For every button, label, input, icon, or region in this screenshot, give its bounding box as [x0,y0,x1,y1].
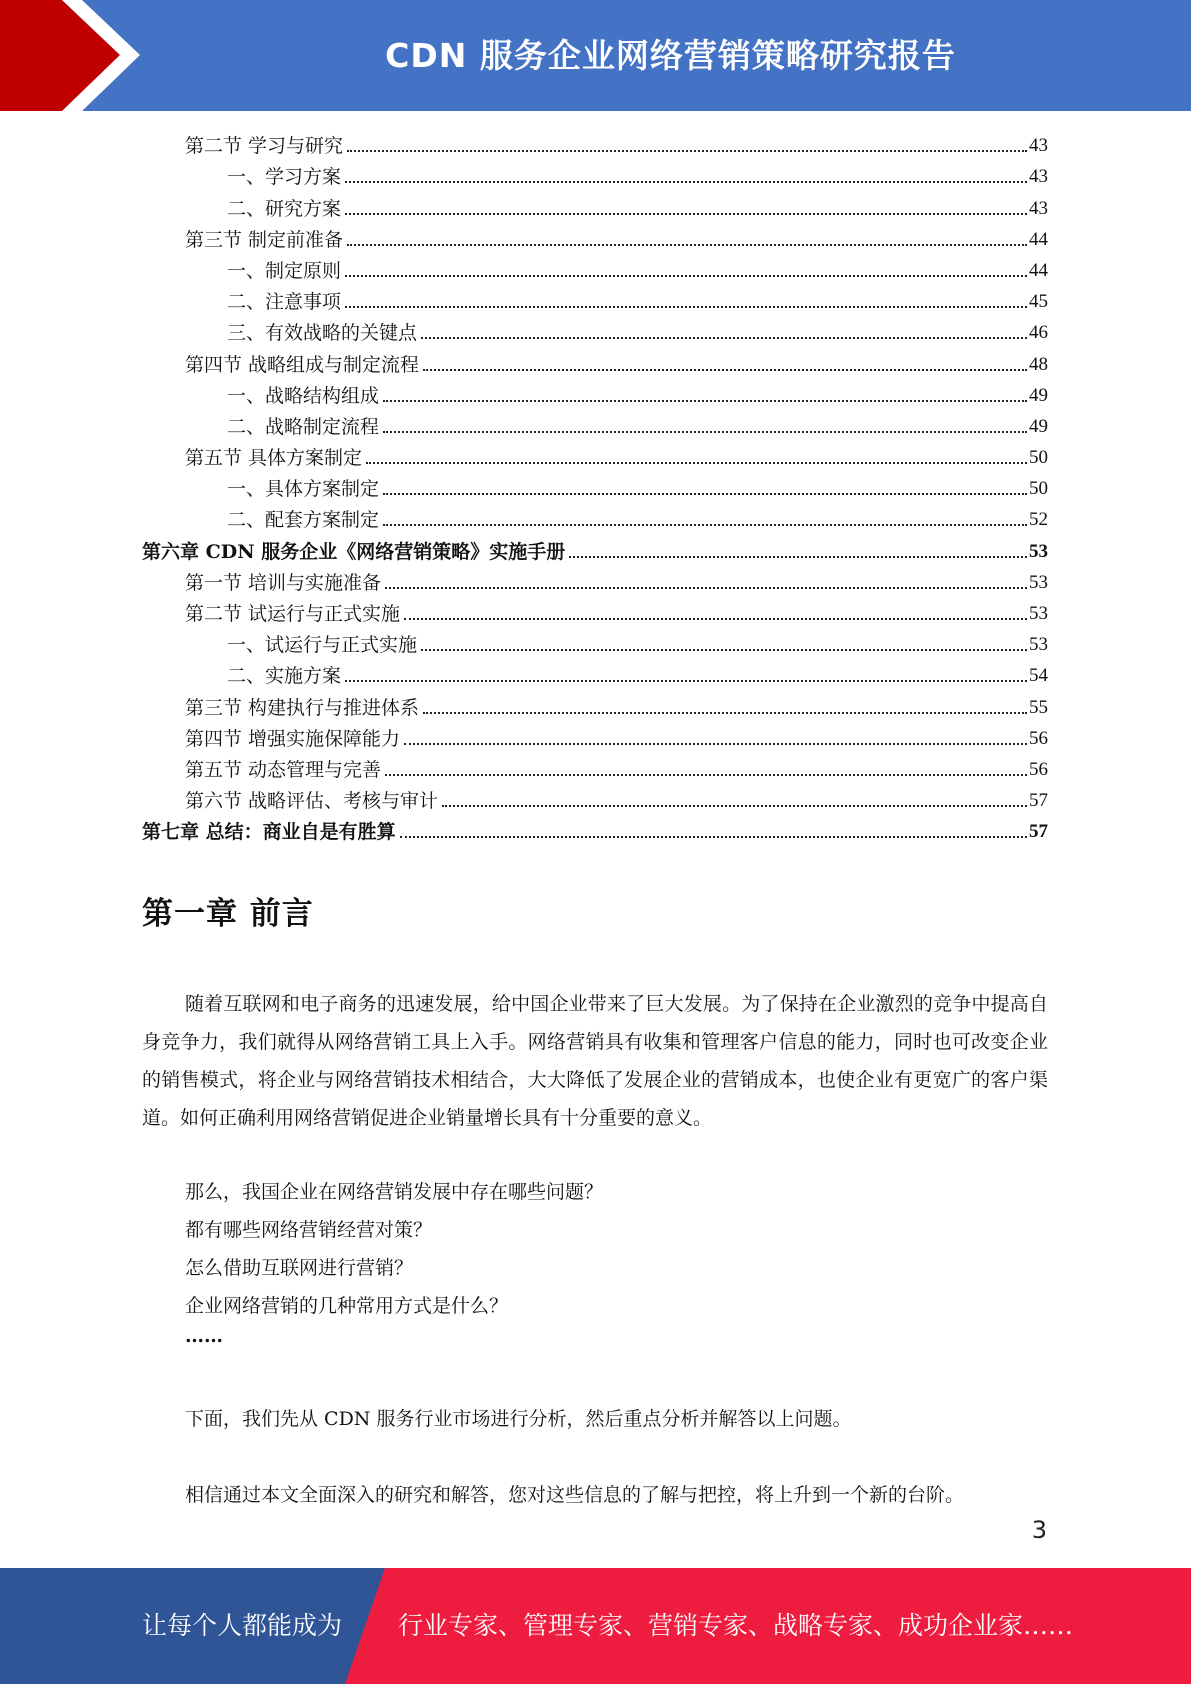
toc-entry-label: 第六节 战略评估、考核与审计 [185,790,439,813]
toc-dot-leader [442,805,1027,807]
toc-entry-label: 第五节 具体方案制定 [185,447,363,470]
toc-dot-leader [383,400,1027,402]
footer-slogan-right: 行业专家、管理专家、营销专家、战略专家、成功企业家…… [398,1611,1074,1640]
toc-subsection-entry[interactable] [142,284,1048,315]
toc-entry-page: 49 [1029,415,1048,437]
toc-dot-leader [347,150,1027,152]
toc-section-entry[interactable] [142,346,1048,377]
toc-entry-page: 49 [1029,384,1048,406]
toc-section-entry[interactable] [142,222,1048,253]
toc-dot-leader [421,649,1027,651]
toc-dot-leader [383,431,1027,433]
toc-section-entry[interactable] [142,721,1048,752]
toc-dot-leader [421,337,1027,339]
toc-subsection-entry[interactable] [142,378,1048,409]
toc-entry-page: 44 [1029,259,1048,281]
question-list [185,1173,603,1325]
toc-entry-label: 一、具体方案制定 [227,478,380,501]
toc-section-entry[interactable] [142,783,1048,814]
toc-section-entry[interactable] [142,752,1048,783]
toc-dot-leader [404,743,1027,745]
toc-section-entry[interactable] [142,128,1048,159]
toc-entry-label: 一、制定原则 [227,259,342,282]
toc-dot-leader [366,462,1027,464]
question-item: 那么，我国企业在网络营销发展中存在哪些问题？ [185,1181,604,1203]
toc-entry-page: 45 [1029,291,1048,313]
table-of-contents [142,128,1048,845]
toc-subsection-entry[interactable] [142,159,1048,190]
toc-dot-leader [345,680,1027,682]
toc-subsection-entry[interactable] [142,658,1048,689]
toc-entry-page: 52 [1029,509,1048,531]
chapter-heading: 第一章 前言 [142,896,314,932]
toc-entry-label: 一、试运行与正式实施 [227,634,418,657]
closing-paragraph: 相信通过本文全面深入的研究和解答，您对这些信息的了解与把控，将上升到一个新的台阶。 [185,1484,965,1506]
toc-dot-leader [569,556,1027,558]
toc-dot-leader [423,369,1027,371]
toc-entry-page: 46 [1029,322,1048,344]
toc-entry-page: 43 [1029,135,1048,157]
toc-entry-label: 二、战略制定流程 [227,415,380,438]
toc-entry-label: 第七章 总结：商业自是有胜算 [142,821,396,844]
footer-slogan-left: 让每个人都能成为 [142,1611,343,1640]
toc-dot-leader [385,587,1027,589]
toc-entry-page: 57 [1029,821,1048,843]
toc-entry-label: 三、有效战略的关键点 [227,322,418,345]
toc-section-entry[interactable] [142,596,1048,627]
toc-entry-label: 第二节 试运行与正式实施 [185,603,401,625]
question-item: 都有哪些网络营销经营对策？ [185,1219,433,1241]
toc-dot-leader [345,181,1027,183]
toc-entry-page: 43 [1029,166,1048,188]
toc-entry-label: 第四节 增强实施保障能力 [185,727,401,750]
toc-dot-leader [400,836,1027,838]
toc-entry-label: 第二节 学习与研究 [185,135,344,158]
toc-dot-leader [347,244,1027,246]
header-arrow-decoration [0,0,160,111]
page-number: 3 [1031,1516,1047,1544]
toc-entry-page: 57 [1029,790,1048,812]
toc-section-entry[interactable] [142,440,1048,471]
analysis-paragraph: 下面，我们先从 CDN 服务行业市场进行分析，然后重点分析并解答以上问题。 [185,1408,852,1430]
ellipsis: …… [185,1325,223,1347]
toc-entry-label: 一、战略结构组成 [227,384,380,407]
toc-dot-leader [404,618,1027,620]
toc-entry-label: 一、学习方案 [227,166,342,189]
toc-entry-label: 二、实施方案 [227,665,342,688]
toc-entry-page: 56 [1029,727,1048,749]
toc-entry-page: 48 [1029,353,1048,375]
toc-entry-label: 二、注意事项 [227,291,342,314]
toc-entry-page: 43 [1029,197,1048,219]
toc-dot-leader [345,275,1027,277]
toc-entry-label: 第六章 CDN 服务企业《网络营销策略》实施手册 [142,540,566,563]
question-item: 企业网络营销的几种常用方式是什么？ [185,1295,509,1317]
page-header [0,0,1191,111]
toc-entry-page: 53 [1029,634,1048,656]
toc-dot-leader [345,213,1027,215]
toc-entry-label: 第四节 战略组成与制定流程 [185,353,420,376]
toc-entry-page: 50 [1029,447,1048,469]
toc-entry-page: 53 [1029,571,1048,593]
toc-entry-page: 53 [1029,603,1048,624]
question-item: 怎么借助互联网进行营销？ [185,1257,414,1279]
toc-subsection-entry[interactable] [142,409,1048,440]
toc-entry-label: 二、配套方案制定 [227,509,380,532]
toc-dot-leader [345,306,1027,308]
toc-entry-label: 第三节 构建执行与推进体系 [185,696,420,719]
toc-entry-label: 二、研究方案 [227,197,342,220]
toc-entry-page: 54 [1029,665,1048,687]
toc-dot-leader [383,493,1027,495]
toc-dot-leader [383,524,1027,526]
header-title: CDN 服务企业网络营销策略研究报告 [385,36,956,75]
toc-subsection-entry[interactable] [142,627,1048,658]
toc-entry-page: 44 [1029,228,1048,250]
toc-subsection-entry[interactable] [142,502,1048,533]
toc-section-entry[interactable] [142,565,1048,596]
toc-chapter-entry[interactable] [142,814,1048,845]
toc-subsection-entry[interactable] [142,190,1048,221]
toc-entry-page: 55 [1029,696,1048,718]
toc-chapter-entry[interactable] [142,533,1048,564]
intro-paragraph: 随着互联网和电子商务的迅速发展，给中国企业带来了巨大发展。为了保持在企业激烈的竞争中提高自身竞争力，我们就得从网络营销工具上入手。网络营销具有收集和管理客户信息的能力，同时也可改变企业的销售模式，将企业与网络营销技术相结合，大大降低了发展企业的营销成本，也使企业有更宽广的客户渠道。如何正确利用网络营销促进企业销量增长具有十分重要的意义。 [142,993,1048,1129]
toc-subsection-entry[interactable] [142,471,1048,502]
toc-entry-label: 第五节 动态管理与完善 [185,758,382,781]
page-footer [0,1568,1191,1684]
toc-entry-page: 50 [1029,478,1048,500]
toc-subsection-entry[interactable] [142,253,1048,284]
toc-entry-page: 56 [1029,758,1048,780]
toc-entry-label: 第三节 制定前准备 [185,228,344,251]
toc-dot-leader [423,712,1027,714]
toc-entry-label: 第一节 培训与实施准备 [185,571,382,594]
toc-section-entry[interactable] [142,689,1048,720]
toc-subsection-entry[interactable] [142,315,1048,346]
toc-entry-page: 53 [1029,540,1048,562]
toc-dot-leader [385,774,1027,776]
